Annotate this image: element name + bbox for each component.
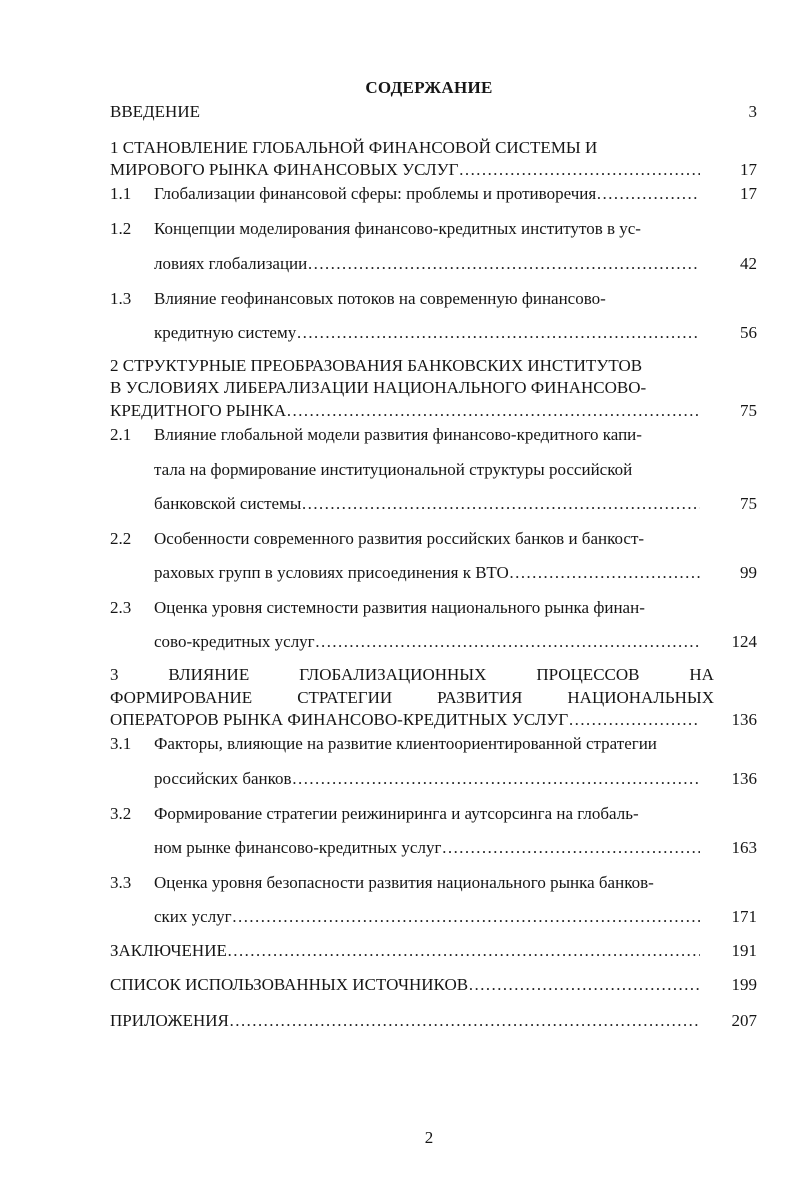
toc-page-appendix: 207 bbox=[731, 1011, 757, 1030]
toc-section-num: 1.2 bbox=[110, 219, 132, 238]
toc-section-3-1-line1: Факторы, влияющие на развитие клиентоориентированной стратегии bbox=[154, 734, 657, 753]
dot-leader bbox=[568, 709, 700, 731]
toc-page-intro: 3 bbox=[748, 102, 757, 121]
word: РАЗВИТИЯ bbox=[437, 688, 523, 707]
dot-leader bbox=[227, 940, 700, 962]
word: ВЛИЯНИЕ bbox=[168, 665, 250, 684]
dot-leader bbox=[509, 562, 700, 584]
toc-section-1-2-line2: ловиях глобализации …………………………………………………………………………………………………………………………………………………………………… bbox=[154, 253, 700, 275]
toc-section-3-2-line1: Формирование стратегии реижиниринга и аутсорсинга на глобаль- bbox=[154, 804, 639, 823]
toc-chapter-3-line1 bbox=[110, 664, 714, 686]
toc-entry-sources: СПИСОК ИСПОЛЬЗОВАННЫХ ИСТОЧНИКОВ …………………………………………………………………………………………………………………………………………………………………… bbox=[110, 974, 700, 996]
toc-section-num: 1.3 bbox=[110, 289, 132, 308]
toc-section-num: 2.3 bbox=[110, 598, 132, 617]
toc-page-3-1: 136 bbox=[731, 769, 757, 788]
toc-section-2-3-line1: Оценка уровня системности развития национального рынка финан- bbox=[154, 598, 645, 617]
toc-section-num: 2.1 bbox=[110, 425, 132, 444]
toc-chapter-2-line3: КРЕДИТНОГО РЫНКА …………………………………………………………………………………………………………………………………………………………………… bbox=[110, 400, 700, 422]
word: ПРОЦЕССОВ bbox=[536, 665, 640, 684]
toc-chapter-2-line1: 2 СТРУКТУРНЫЕ ПРЕОБРАЗОВАНИЯ БАНКОВСКИХ ИНСТИТУТОВ bbox=[110, 356, 643, 375]
toc-chapter-1-line2: МИРОВОГО РЫНКА ФИНАНСОВЫХ УСЛУГ …………………………………………………………………………………………………………………………………………………………………… bbox=[110, 159, 700, 181]
toc-entry-text: ВВЕДЕНИЕ bbox=[110, 102, 200, 121]
word: СТРАТЕГИИ bbox=[297, 688, 393, 707]
word: ГЛОБАЛИЗАЦИОННЫХ bbox=[299, 665, 487, 684]
toc-section-1-2-line1: Концепции моделирования финансово-кредитных институтов в ус- bbox=[154, 219, 641, 238]
toc-page-3-3: 171 bbox=[731, 907, 757, 926]
word: 3 bbox=[110, 665, 119, 684]
toc-entry-appendix: ПРИЛОЖЕНИЯ …………………………………………………………………………………………………………………………………………………………………… bbox=[110, 1010, 700, 1032]
toc-section-num: 3.1 bbox=[110, 734, 132, 753]
toc-section-3-3-line2: ских услуг …………………………………………………………………………………………………………………………………………………………………… bbox=[154, 906, 700, 928]
toc-section-num: 2.2 bbox=[110, 529, 132, 548]
toc-section-3-2-line2: ном рынке финансово-кредитных услуг …………………………………………………………………………………………………………………………………………………………………… bbox=[154, 837, 700, 859]
toc-page-conclusion: 191 bbox=[731, 941, 757, 960]
toc-page-2-2: 99 bbox=[740, 563, 757, 582]
toc-section-1-3-line1: Влияние геофинансовых потоков на современную финансово- bbox=[154, 289, 606, 308]
toc-section-2-1-line2: тала на формирование институциональной структуры российской bbox=[154, 460, 633, 479]
toc-page-chapter-2: 75 bbox=[740, 401, 757, 420]
toc-section-2-1-line3: банковской системы …………………………………………………………………………………………………………………………………………………………………… bbox=[154, 493, 700, 515]
dot-leader bbox=[292, 768, 700, 790]
toc-page-1-2: 42 bbox=[740, 254, 757, 273]
toc-page-chapter-3: 136 bbox=[731, 710, 757, 729]
toc-page-1-3: 56 bbox=[740, 323, 757, 342]
dot-leader bbox=[596, 183, 700, 205]
dot-leader bbox=[286, 400, 700, 422]
toc-entry-intro bbox=[110, 101, 690, 123]
dot-leader bbox=[468, 974, 700, 996]
toc-page-sources: 199 bbox=[731, 975, 757, 994]
toc-chapter-3-line2 bbox=[110, 687, 714, 709]
toc-section-3-1-line2: российских банков …………………………………………………………………………………………………………………………………………………………………… bbox=[154, 768, 700, 790]
toc-section-num: 1.1 bbox=[110, 184, 132, 203]
dot-leader bbox=[315, 631, 700, 653]
toc-chapter-3-line3: ОПЕРАТОРОВ РЫНКА ФИНАНСОВО-КРЕДИТНЫХ УСЛУГ …………………………………………………………………………………………………………………………………………………………………… bbox=[110, 709, 700, 731]
toc-page-1-1: 17 bbox=[740, 184, 757, 203]
toc-section-2-2-line2: раховых групп в условиях присоединения к ВТО …………………………………………………………………………………………………………………………………………………………………… bbox=[154, 562, 700, 584]
toc-section-num: 3.3 bbox=[110, 873, 132, 892]
toc-section-2-1-line1: Влияние глобальной модели развития финансово-кредитного капи- bbox=[154, 425, 642, 444]
dot-leader bbox=[307, 253, 700, 275]
toc-entry-conclusion: ЗАКЛЮЧЕНИЕ …………………………………………………………………………………………………………………………………………………………………… bbox=[110, 940, 700, 962]
toc-page-2-1: 75 bbox=[740, 494, 757, 513]
dot-leader bbox=[232, 906, 700, 928]
toc-page-2-3: 124 bbox=[731, 632, 757, 651]
dot-leader bbox=[229, 1010, 700, 1032]
toc-page-3-2: 163 bbox=[731, 838, 757, 857]
toc-title: СОДЕРЖАНИЕ bbox=[365, 78, 493, 97]
dot-leader bbox=[441, 837, 700, 859]
dot-leader bbox=[459, 159, 701, 181]
word: НАЦИОНАЛЬНЫХ bbox=[567, 688, 714, 707]
toc-section-1-1: Глобализации финансовой сферы: проблемы и противоречия …………………………………………………………………………………………………………………………………………………………………… bbox=[154, 183, 700, 205]
page-number: 2 bbox=[424, 1128, 434, 1147]
toc-section-3-3-line1: Оценка уровня безопасности развития национального рынка банков- bbox=[154, 873, 654, 892]
word: НА bbox=[689, 665, 714, 684]
toc-chapter-2-line2: В УСЛОВИЯХ ЛИБЕРАЛИЗАЦИИ НАЦИОНАЛЬНОГО ФИНАНСОВО- bbox=[110, 378, 647, 397]
word: ФОРМИРОВАНИЕ bbox=[110, 688, 253, 707]
toc-section-1-3-line2: кредитную систему …………………………………………………………………………………………………………………………………………………………………… bbox=[154, 322, 700, 344]
toc-section-2-2-line1: Особенности современного развития российских банков и банкост- bbox=[154, 529, 645, 548]
toc-section-num: 3.2 bbox=[110, 804, 132, 823]
toc-page-chapter-1: 17 bbox=[740, 160, 757, 179]
dot-leader bbox=[301, 493, 700, 515]
dot-leader bbox=[296, 322, 700, 344]
toc-section-2-3-line2: сово-кредитных услуг …………………………………………………………………………………………………………………………………………………………………… bbox=[154, 631, 700, 653]
toc-chapter-1-line1: 1 СТАНОВЛЕНИЕ ГЛОБАЛЬНОЙ ФИНАНСОВОЙ СИСТЕМЫ И bbox=[110, 138, 598, 157]
